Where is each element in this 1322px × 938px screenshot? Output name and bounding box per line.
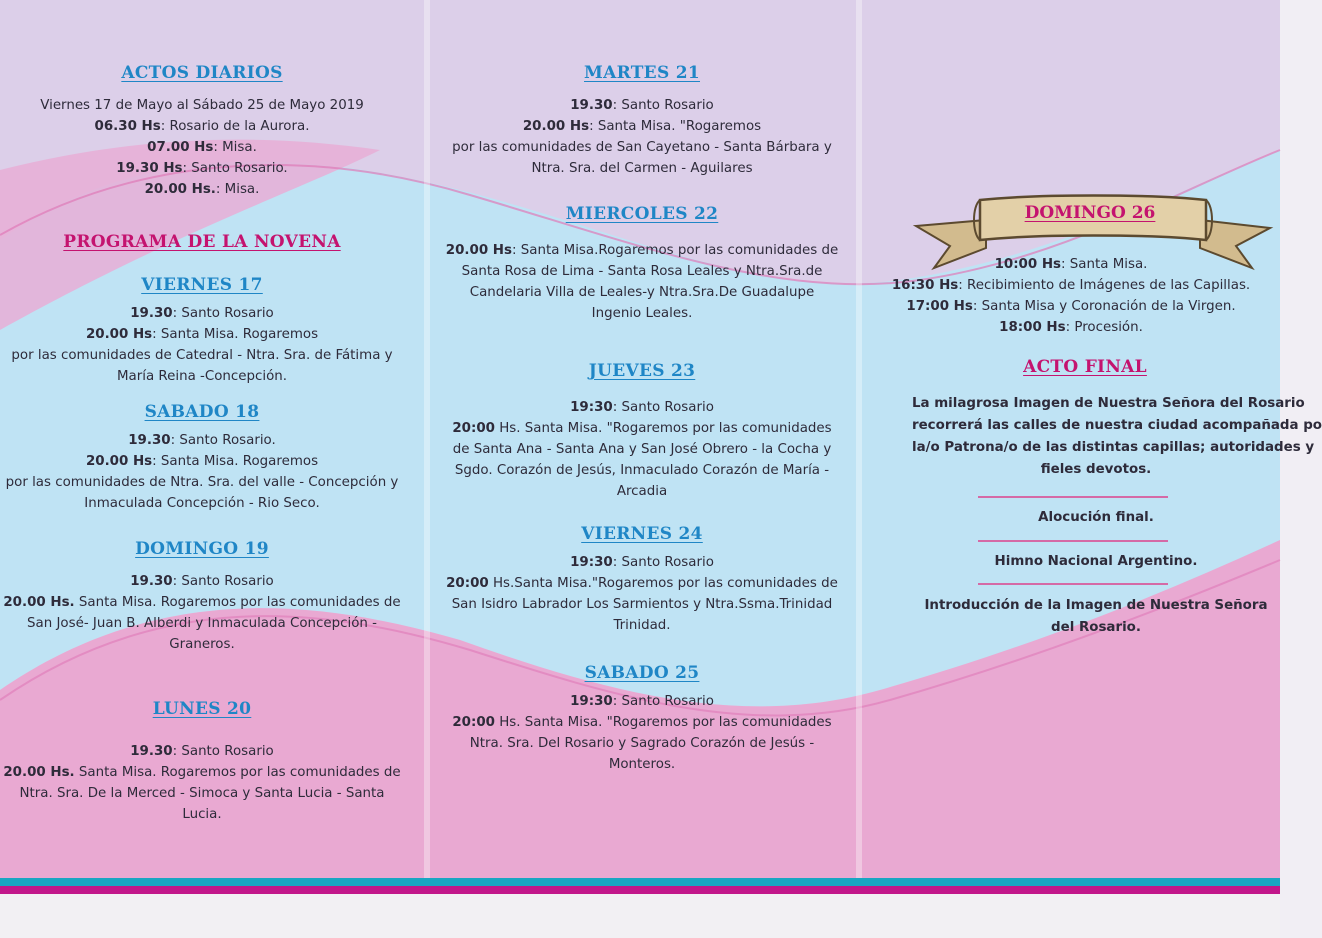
schedule-text: : Santo Rosario. <box>170 433 276 448</box>
schedule-text: Viernes 17 de Mayo al Sábado 25 de Mayo 2019 <box>40 98 364 113</box>
schedule-time: 10:00 Hs <box>994 257 1062 272</box>
schedule-line <box>0 430 404 451</box>
schedule-text: por las comunidades de San Cayetano - Santa Bárbara y <box>452 140 832 155</box>
acto-final-section <box>862 357 1322 481</box>
bottom-stripe-magenta <box>0 886 1280 894</box>
schedule-line <box>0 137 404 158</box>
schedule-line <box>0 472 404 493</box>
schedule-line <box>428 116 856 137</box>
schedule-text: Santa Misa. Rogaremos por las comunidades de <box>74 595 401 610</box>
schedule-text: : Santa Misa. "Rogaremos <box>589 119 762 134</box>
schedule-line <box>0 493 404 514</box>
viernes-24-title: VIERNES 24 <box>581 524 703 544</box>
schedule-time: 06.30 Hs <box>94 119 161 134</box>
schedule-text: : Santo Rosario. <box>182 161 288 176</box>
schedule-text: : Santo Rosario <box>172 306 274 321</box>
schedule-time: 20.00 Hs <box>85 454 153 469</box>
schedule-time: 17:00 Hs <box>906 299 973 314</box>
schedule-line <box>428 303 856 324</box>
schedule-line <box>428 573 856 594</box>
introduccion-imagen <box>862 595 1280 639</box>
schedule-time: 07.00 Hs <box>147 140 214 155</box>
schedule-text: Trinidad. <box>613 618 671 633</box>
schedule-line <box>428 460 856 481</box>
schedule-line <box>428 481 856 502</box>
schedule-line <box>428 754 856 775</box>
schedule-line <box>428 594 856 615</box>
schedule-line <box>0 179 404 200</box>
schedule-line <box>428 95 856 116</box>
schedule-time: 20.00 Hs <box>85 327 153 342</box>
jueves-23-lines <box>428 397 856 502</box>
schedule-text: Ntra. Sra. Del Rosario y Sagrado Corazón de Jesús - <box>469 736 815 751</box>
martes-21-section <box>428 63 856 179</box>
schedule-line <box>428 733 856 754</box>
separator <box>978 496 1168 498</box>
schedule-line <box>0 804 404 825</box>
lunes-20-lines <box>0 741 404 825</box>
schedule-line <box>0 116 404 137</box>
schedule-text: Hs.Santa Misa."Rogaremos por las comunidades de <box>488 576 838 591</box>
schedule-text: Arcadia <box>616 484 668 499</box>
schedule-line <box>0 303 404 324</box>
schedule-line <box>0 95 404 116</box>
schedule-time: 19:30 <box>570 694 613 709</box>
sabado-18-lines <box>0 430 404 514</box>
schedule-text: Ingenio Leales. <box>591 306 693 321</box>
schedule-time: 19.30 <box>570 98 613 113</box>
schedule-text: Ntra. Sra. del Carmen - Aguilares <box>531 161 753 176</box>
schedule-text: Lucia. <box>182 807 222 822</box>
schedule-text: Monteros. <box>608 757 676 772</box>
schedule-time: 20:00 <box>446 576 489 591</box>
martes-21-lines <box>428 95 856 179</box>
alocucion-final: Alocución final. <box>1038 510 1154 525</box>
schedule-text: : Santo Rosario <box>172 574 274 589</box>
schedule-time: 19.30 <box>128 433 171 448</box>
schedule-line <box>428 261 856 282</box>
schedule-text: : Santo Rosario <box>612 555 714 570</box>
schedule-text: Ntra. Sra. De la Merced - Simoca y Santa Lucia - Santa <box>19 786 385 801</box>
schedule-text: Sgdo. Corazón de Jesús, Inmaculado Corazón de María - <box>454 463 830 478</box>
schedule-time: 19.30 <box>130 574 173 589</box>
schedule-time: 18:00 Hs <box>999 320 1066 335</box>
bottom-margin <box>0 894 1280 938</box>
schedule-time: 20.00 Hs. <box>3 765 75 780</box>
schedule-time: 16:30 Hs <box>891 278 959 293</box>
programa-novena-title: PROGRAMA DE LA NOVENA <box>63 232 341 252</box>
viernes-17-title: VIERNES 17 <box>141 275 263 295</box>
schedule-time: 20.00 Hs <box>522 119 590 134</box>
acto-final-line: fieles devotos. <box>1040 462 1152 477</box>
introduccion-line: Introducción de la Imagen de Nuestra Señora <box>924 598 1268 613</box>
schedule-line <box>862 275 1280 296</box>
schedule-time: 20:00 <box>452 715 495 730</box>
schedule-text: Santa Misa. Rogaremos por las comunidades de <box>74 765 401 780</box>
schedule-text: Candelaria Villa de Leales-y Ntra.Sra.De Guadalupe <box>469 285 815 300</box>
separator <box>978 583 1168 585</box>
acto-final-title: ACTO FINAL <box>1023 357 1147 377</box>
viernes-17-section <box>0 275 404 387</box>
schedule-line <box>428 691 856 712</box>
schedule-time: 20.00 Hs <box>445 243 512 258</box>
schedule-line <box>428 712 856 733</box>
schedule-time: 19.30 <box>130 744 173 759</box>
schedule-time: 19:30 <box>570 400 613 415</box>
acto-final-line: la/o Patrona/o de las distintas capillas; autoridades y <box>912 440 1315 455</box>
schedule-text: Inmaculada Concepción - Rio Seco. <box>84 496 320 511</box>
schedule-time: 19:30 <box>570 555 613 570</box>
schedule-line <box>428 615 856 636</box>
schedule-text: : Santa Misa. <box>1061 257 1148 272</box>
schedule-time: 19.30 Hs <box>116 161 183 176</box>
schedule-text: Hs. Santa Misa. "Rogaremos por las comunidades <box>494 421 832 436</box>
viernes-24-lines <box>428 552 856 636</box>
schedule-line <box>0 592 404 613</box>
jueves-23-section <box>428 361 856 502</box>
schedule-time: 19.30 <box>130 306 173 321</box>
sabado-18-title: SABADO 18 <box>144 402 260 422</box>
right-panel <box>862 0 1322 880</box>
schedule-line <box>862 254 1280 275</box>
programa-novena-section <box>0 232 404 252</box>
schedule-time: 20:00 <box>452 421 495 436</box>
introduccion-line: del Rosario. <box>1051 620 1141 635</box>
viernes-24-section <box>428 524 856 636</box>
lunes-20-section <box>0 699 404 825</box>
schedule-line <box>862 296 1280 317</box>
schedule-line <box>428 552 856 573</box>
miercoles-22-title: MIERCOLES 22 <box>565 204 719 224</box>
schedule-text: : Santo Rosario <box>612 694 714 709</box>
miercoles-22-section <box>428 204 856 324</box>
schedule-line <box>0 571 404 592</box>
schedule-line <box>0 741 404 762</box>
schedule-text: María Reina -Concepción. <box>116 369 288 384</box>
martes-21-title: MARTES 21 <box>584 63 700 83</box>
schedule-line <box>0 762 404 783</box>
schedule-line <box>428 240 856 261</box>
schedule-text: : Procesión. <box>1065 320 1143 335</box>
actos-diarios-lines <box>0 95 404 200</box>
schedule-line <box>0 366 404 387</box>
schedule-line <box>428 397 856 418</box>
schedule-text: por las comunidades de Catedral - Ntra. Sra. de Fátima y <box>11 348 393 363</box>
jueves-23-title: JUEVES 23 <box>588 361 696 381</box>
domingo-19-lines <box>0 571 404 655</box>
schedule-text: : Santo Rosario <box>612 400 714 415</box>
miercoles-22-lines <box>428 240 856 324</box>
actos-diarios-title: ACTOS DIARIOS <box>121 63 283 83</box>
schedule-text: por las comunidades de Ntra. Sra. del valle - Concepción y <box>5 475 399 490</box>
schedule-line <box>428 158 856 179</box>
himno-nacional: Himno Nacional Argentino. <box>994 554 1198 569</box>
schedule-line <box>0 613 404 634</box>
middle-panel <box>428 0 856 880</box>
domingo-19-title: DOMINGO 19 <box>135 539 269 559</box>
schedule-text: : Santa Misa.Rogaremos por las comunidades de <box>511 243 839 258</box>
domingo-26-title: DOMINGO 26 <box>1024 203 1156 223</box>
schedule-time: 20.00 Hs. <box>144 182 216 197</box>
schedule-line <box>428 418 856 439</box>
schedule-text: : Santa Misa y Coronación de la Virgen. <box>972 299 1236 314</box>
schedule-text: Graneros. <box>169 637 235 652</box>
schedule-line <box>0 783 404 804</box>
schedule-text: : Recibimiento de Imágenes de las Capillas. <box>958 278 1251 293</box>
schedule-text: : Santo Rosario <box>172 744 274 759</box>
sabado-25-section <box>428 663 856 775</box>
separator <box>978 540 1168 542</box>
acto-final-line: recorrerá las calles de nuestra ciudad acompañada po <box>912 418 1322 433</box>
domingo-19-section <box>0 539 404 655</box>
schedule-line <box>428 137 856 158</box>
schedule-line <box>862 317 1280 338</box>
schedule-line <box>0 345 404 366</box>
schedule-text: San José- Juan B. Alberdi y Inmaculada Concepción - <box>27 616 377 631</box>
schedule-text: Hs. Santa Misa. "Rogaremos por las comunidades <box>494 715 832 730</box>
schedule-text: de Santa Ana - Santa Ana y San José Obrero - la Cocha y <box>452 442 832 457</box>
schedule-line <box>428 282 856 303</box>
sabado-18-section <box>0 402 404 514</box>
schedule-line <box>428 439 856 460</box>
schedule-text: : Santa Misa. Rogaremos <box>152 327 319 342</box>
schedule-time: 20.00 Hs. <box>3 595 75 610</box>
viernes-17-lines <box>0 303 404 387</box>
schedule-text: : Misa. <box>215 182 260 197</box>
schedule-line <box>0 634 404 655</box>
left-panel <box>0 0 404 880</box>
domingo-26-lines <box>862 254 1280 338</box>
schedule-text: San Isidro Labrador Los Sarmientos y Ntra.Ssma.Trinidad <box>451 597 833 612</box>
schedule-line <box>0 451 404 472</box>
domingo-26-section <box>862 254 1280 338</box>
acto-final-description <box>862 393 1322 481</box>
schedule-text: : Santa Misa. Rogaremos <box>152 454 319 469</box>
sabado-25-title: SABADO 25 <box>584 663 700 683</box>
schedule-text: Santa Rosa de Lima - Santa Rosa Leales y Ntra.Sra.de <box>461 264 823 279</box>
actos-diarios-section <box>0 63 404 200</box>
schedule-line <box>0 324 404 345</box>
schedule-text: : Santo Rosario <box>612 98 714 113</box>
schedule-text: : Misa. <box>213 140 257 155</box>
lunes-20-title: LUNES 20 <box>152 699 252 719</box>
sabado-25-lines <box>428 691 856 775</box>
acto-final-line: La milagrosa Imagen de Nuestra Señora del Rosario <box>912 396 1305 411</box>
schedule-text: : Rosario de la Aurora. <box>160 119 310 134</box>
schedule-line <box>0 158 404 179</box>
